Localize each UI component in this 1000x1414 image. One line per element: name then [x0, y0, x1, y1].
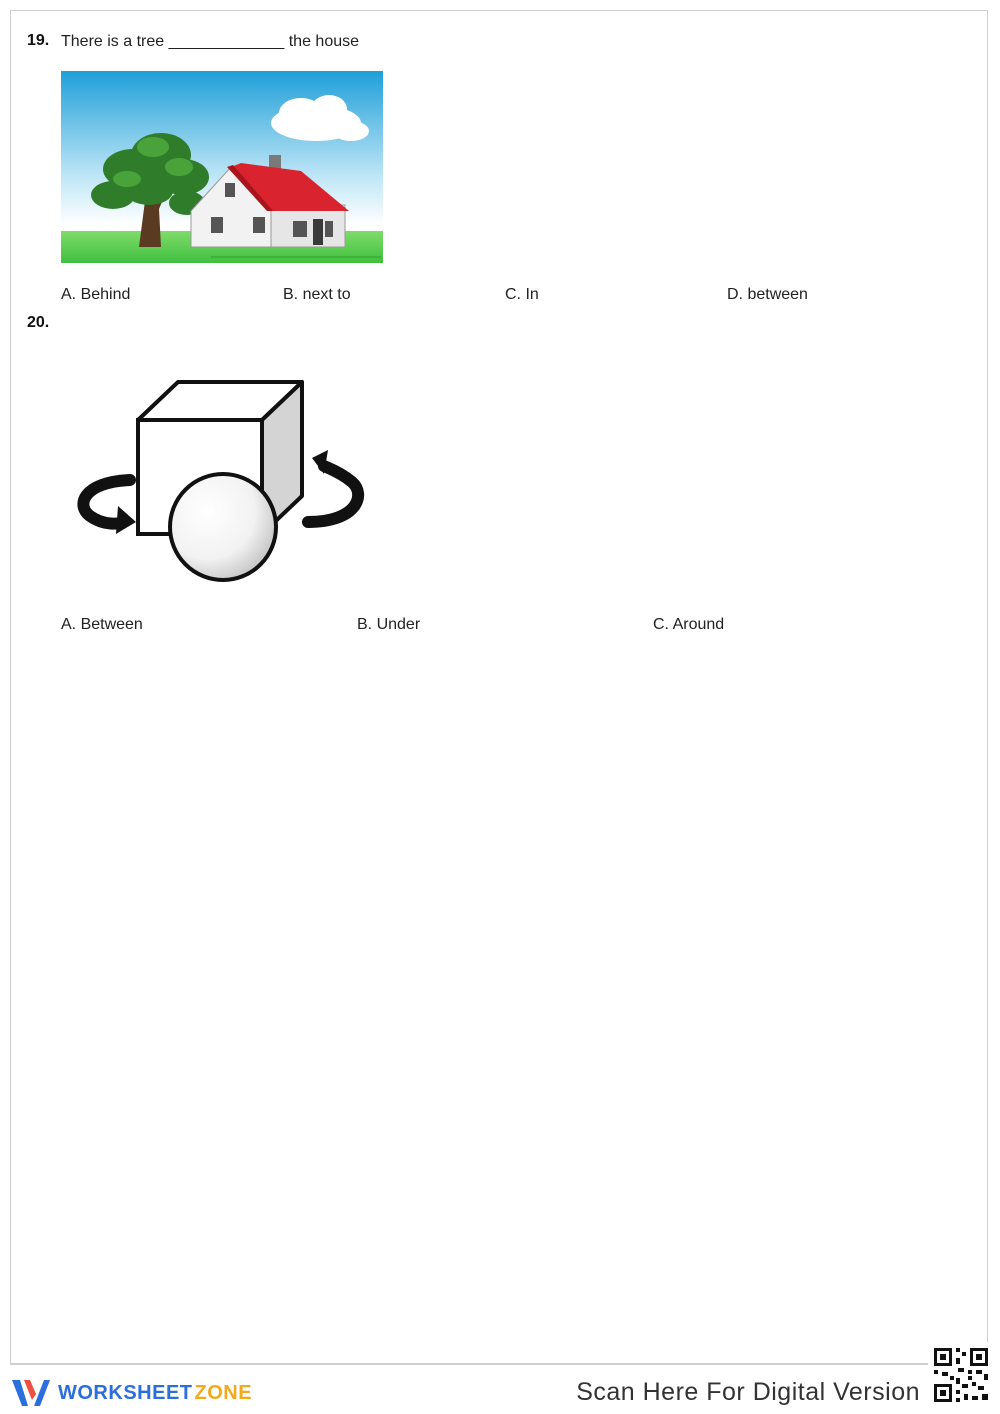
q19-option-d[interactable]: D. between [727, 286, 808, 303]
tree-house-illustration [61, 71, 383, 263]
brand-name-part1: WORKSHEET [58, 1381, 193, 1404]
question-20-number: 20. [27, 314, 50, 331]
box-ball-around-illustration [70, 350, 380, 590]
question-19-text: There is a tree _____________ the house [61, 33, 360, 50]
q19-option-a[interactable]: A. Behind [61, 286, 131, 303]
q19-option-b[interactable]: B. next to [283, 286, 351, 303]
q20-option-b[interactable]: B. Under [357, 616, 421, 633]
scan-here-label: Scan Here For Digital Version [576, 1378, 920, 1406]
footer-divider [10, 1364, 990, 1365]
q20-option-a[interactable]: A. Between [61, 616, 143, 633]
worksheetzone-w-icon [10, 1376, 52, 1410]
question-19-number: 19. [27, 32, 50, 49]
brand-name-part2: ZONE [194, 1381, 253, 1404]
q19-option-c[interactable]: C. In [505, 286, 539, 303]
qr-code-icon[interactable] [928, 1342, 994, 1408]
worksheetzone-logo[interactable] [10, 1376, 252, 1410]
q20-option-c[interactable]: C. Around [653, 616, 725, 633]
